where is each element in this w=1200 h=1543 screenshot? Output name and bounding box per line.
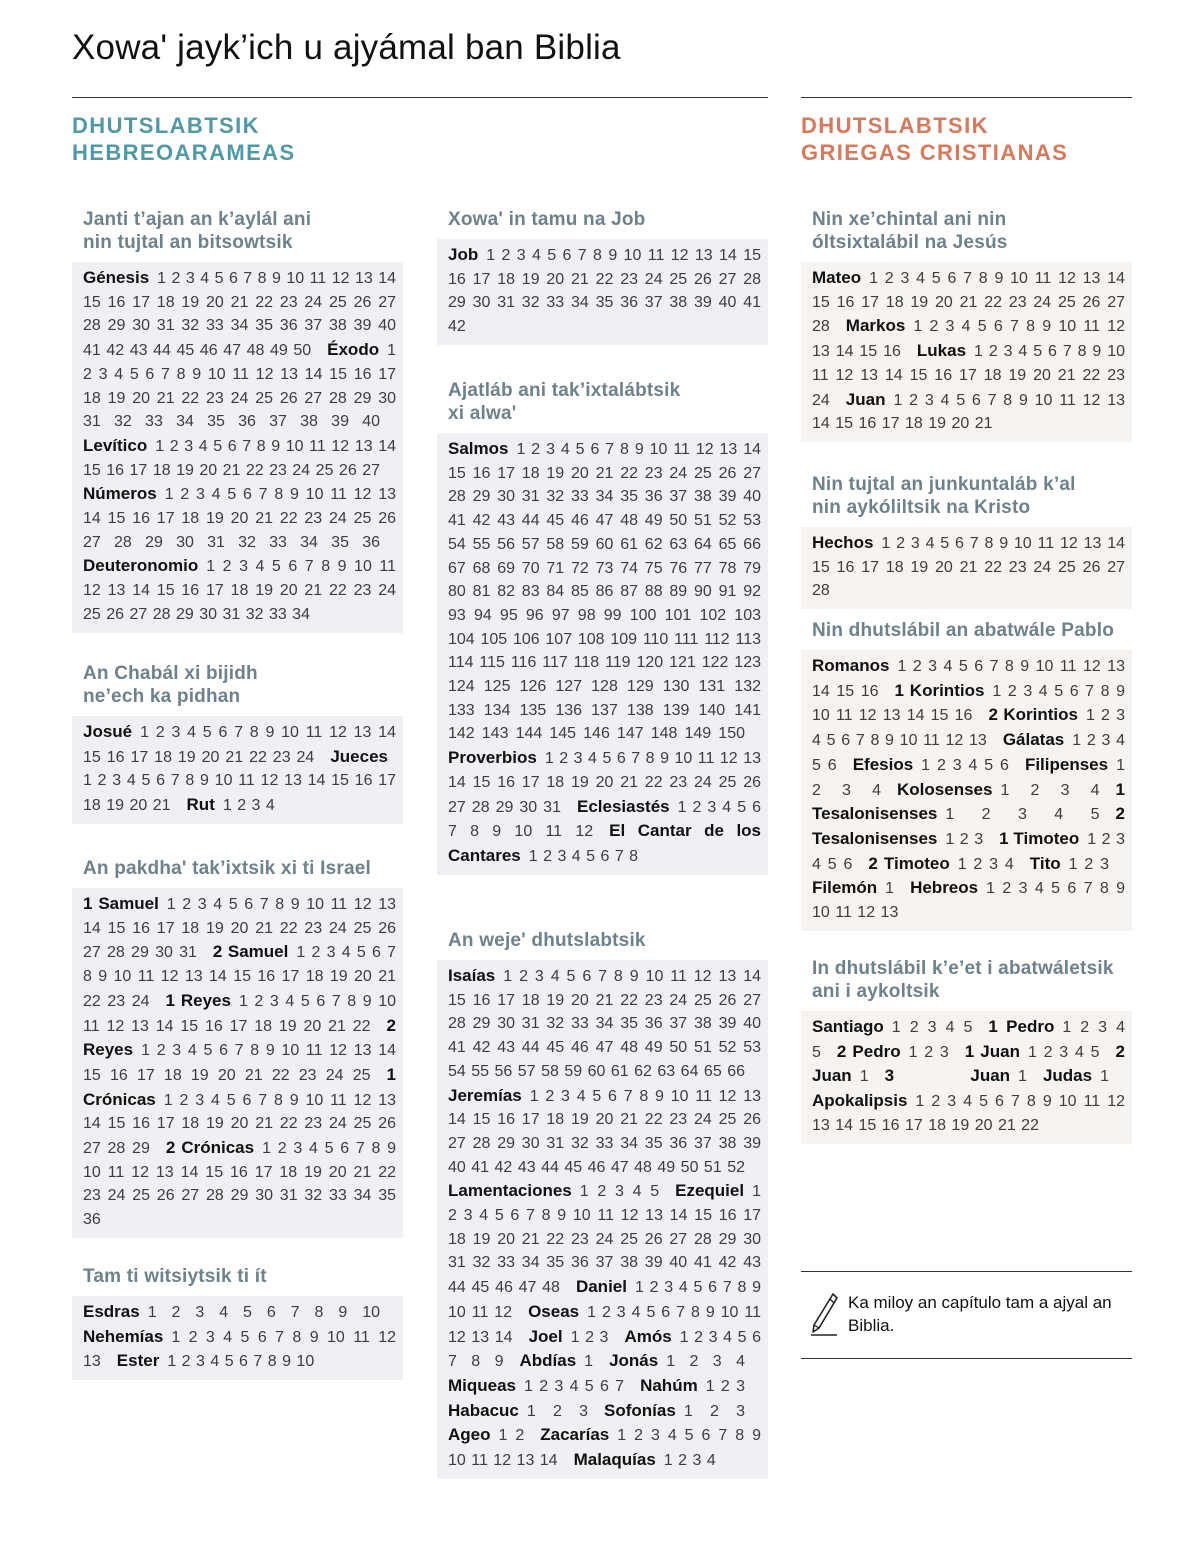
chapter-numbers: 1 2 3 4 5 6 7 8 9 10 11 12 13 <box>83 1328 396 1371</box>
book-proverbios: Proverbios <box>448 748 537 768</box>
book-1-tesalonisenses: 1 Tesalonisenses <box>812 779 1125 824</box>
section-title <box>72 1265 403 1288</box>
chapter-numbers: 1 2 3 4 5 6 7 8 9 10 11 12 13 14 <box>448 1427 761 1470</box>
section-title-line: nin tujtal an bitsowtsik <box>83 232 293 253</box>
book-rut: Rut <box>186 795 215 815</box>
book-hechos: Hechos <box>812 533 874 552</box>
chapter-numbers: 1 2 3 4 5 6 7 8 9 10 11 12 13 14 15 16 17 18 19 20 21 22 23 24 <box>83 724 396 766</box>
section-title-line: Nin dhutslábil an abatwále Pablo <box>812 620 1115 641</box>
chapter-numbers: 1 2 3 4 5 6 7 8 9 10 11 12 13 14 15 16 17 18 19 20 21 22 23 24 25 <box>83 1042 396 1084</box>
book-deuteronomio: Deuteronomio <box>83 556 199 576</box>
section-title-line: In dhutslábil k’e’et i abatwáletsik <box>812 958 1114 979</box>
book-section <box>437 208 768 345</box>
book-santiago: Santiago <box>812 1017 884 1036</box>
chapter-numbers: 1 2 3 4 5 6 7 8 9 10 11 12 13 14 15 16 17 18 19 20 21 22 23 24 <box>812 343 1125 409</box>
book-section <box>72 1265 403 1380</box>
chapter-numbers: 1 2 3 4 5 6 7 8 9 <box>448 1328 762 1371</box>
chapter-numbers: 1 <box>885 880 895 898</box>
greek-divider <box>801 97 1132 98</box>
section-title-line: Xowa' in tamu na Job <box>448 209 646 230</box>
chapter-numbers: 1 2 3 4 <box>666 1353 745 1371</box>
section-title <box>72 857 403 880</box>
section-title-line: Ajatláb ani tak’ixtalábtsik <box>448 380 681 401</box>
book-lukas: Lukas <box>916 341 967 361</box>
chapter-numbers: 1 2 3 4 5 6 7 8 9 10 11 12 13 14 15 16 17 18 19 20 21 22 23 24 25 26 27 28 <box>812 535 1125 600</box>
chapter-numbers: 1 2 3 4 5 6 7 8 9 10 11 12 13 14 15 16 17 18 19 20 21 22 23 24 25 26 27 28 29 30 31 32 33 34 35 36 37 38 39 40 41 42 <box>448 247 761 336</box>
chapter-numbers: 1 2 3 4 5 6 7 8 9 10 11 12 13 14 15 16 17 18 19 20 21 22 23 24 25 26 27 28 <box>812 270 1125 336</box>
chapter-numbers: 1 2 3 4 5 6 7 8 9 10 11 12 13 14 15 16 17 18 19 20 21 22 23 24 25 26 27 28 29 30 31 32 33 34 35 36 <box>83 486 396 551</box>
chapter-numbers: 1 2 3 4 5 6 7 8 9 10 11 12 13 14 15 16 17 18 19 20 21 22 23 24 25 26 27 <box>83 437 396 479</box>
chapter-numbers: 1 2 3 4 5 6 7 8 9 10 11 12 13 14 15 16 17 18 19 20 21 22 23 24 25 26 27 28 29 30 31 32 33 34 35 36 37 38 39 40 41 42 43 44 45 46 47 48 49 50 51 52 53 54 55 56 57 58 59 60 61 62 63 64 65 66 <box>448 968 761 1080</box>
hebrew-divider <box>72 97 768 98</box>
book-section <box>801 957 1132 1144</box>
book-2-timoteo: 2 Timoteo <box>868 853 950 873</box>
section-title <box>801 619 1132 642</box>
chapter-numbers: 1 2 3 4 5 6 7 8 9 10 11 12 13 14 15 16 17 18 19 20 21 22 23 24 25 26 27 28 29 30 31 <box>83 896 396 962</box>
chapter-numbers: 1 2 3 4 5 6 7 8 9 10 11 12 13 <box>812 707 1125 750</box>
chapter-numbers: 1 2 3 4 5 6 7 8 9 10 11 12 13 14 15 16 17 18 19 20 21 22 <box>812 1093 1125 1134</box>
section-title-line: xi alwa' <box>448 403 517 424</box>
chapter-numbers: 1 2 3 4 5 6 7 8 9 10 11 12 13 <box>812 880 1125 922</box>
chapter-numbers: 1 2 3 4 5 6 7 8 9 10 11 12 13 14 15 16 17 18 19 20 21 22 23 24 25 26 27 28 29 30 31 <box>448 750 761 816</box>
chapter-numbers: 1 2 3 <box>945 830 984 848</box>
chapter-numbers: 1 2 3 4 5 6 7 8 9 10 <box>167 1353 315 1371</box>
book-ester: Ester <box>116 1351 160 1371</box>
note-text: Ka miloy an capítulo tam a ajyal an Biblia. <box>848 1293 1112 1335</box>
chapter-numbers: 1 2 3 4 5 6 7 8 9 10 11 12 13 14 15 16 17 18 19 20 21 22 23 24 25 26 27 28 29 30 31 32 33 34 <box>83 558 396 623</box>
section-title <box>72 208 403 254</box>
book-judas: Judas <box>1042 1066 1093 1086</box>
chapter-numbers: 1 2 3 4 <box>957 855 1014 873</box>
chapter-numbers: 1 2 3 <box>683 1402 745 1420</box>
book-efesios: Efesios <box>852 754 914 774</box>
chapter-numbers: 1 2 3 4 5 <box>1027 1043 1100 1061</box>
book-miqueas: Miqueas <box>448 1375 517 1395</box>
book-section <box>801 208 1132 442</box>
chapter-list <box>72 716 403 824</box>
book-levitico: Levítico <box>83 435 148 455</box>
book-section <box>72 857 403 1238</box>
book-section <box>801 619 1132 931</box>
book-hebreos: Hebreos <box>910 878 979 898</box>
book-isaias: Isaías <box>448 966 496 985</box>
chapter-numbers: 1 2 3 4 <box>1000 781 1100 799</box>
book-zacarias: Zacarías <box>540 1425 610 1445</box>
chapter-numbers: 1 2 3 4 5 6 7 8 9 10 11 12 13 14 15 16 17 18 19 20 21 <box>812 391 1125 433</box>
chapter-numbers: 1 2 3 <box>705 1377 745 1395</box>
chapter-numbers: 1 2 3 4 <box>663 1452 716 1470</box>
chapter-numbers: 1 2 3 4 5 6 <box>812 830 1125 873</box>
book-1-juan: 1 Juan <box>964 1041 1020 1061</box>
section-title-line: Nin tujtal an junkuntaláb k’al <box>812 474 1076 495</box>
chapter-list <box>437 960 768 1479</box>
book-exodo: Éxodo <box>327 340 380 360</box>
book-mateo: Mateo <box>812 268 862 287</box>
section-title <box>801 473 1132 519</box>
section-title <box>437 929 768 952</box>
chapter-numbers: 1 2 3 4 <box>222 797 275 815</box>
book-amos: Amós <box>624 1326 672 1346</box>
book-ezequiel: Ezequiel <box>675 1181 745 1201</box>
chapter-list <box>437 239 768 345</box>
book-1-timoteo: 1 Timoteo <box>999 828 1080 848</box>
chapter-numbers: 1 2 3 4 5 6 7 8 9 10 11 12 13 14 15 16 17 18 19 20 21 22 23 24 <box>83 944 397 1010</box>
book-daniel: Daniel <box>575 1277 627 1297</box>
chapter-numbers: 1 2 3 4 5 6 7 8 9 10 11 12 13 14 15 16 17 18 19 20 21 22 23 24 25 26 27 28 29 30 31 32 33 34 35 36 37 38 39 40 41 42 43 44 45 46 47 48 <box>448 1183 761 1297</box>
greek-part-heading <box>801 112 1068 166</box>
book-1-samuel: 1 Samuel <box>83 894 159 913</box>
book-1-pedro: 1 Pedro <box>988 1017 1055 1036</box>
book-genesis: Génesis <box>83 268 150 287</box>
page-title: Xowa' jayk’ich u ajyámal ban Biblia <box>72 28 621 67</box>
hebrew-part-heading <box>72 112 296 166</box>
chapter-numbers: 1 2 3 4 5 6 7 8 9 10 11 12 13 14 15 16 <box>812 682 1125 725</box>
section-title <box>801 208 1132 254</box>
book-juan: Juan <box>845 389 886 409</box>
chapter-numbers: 1 2 3 <box>526 1402 589 1420</box>
chapter-numbers: 1 2 3 4 5 <box>579 1183 660 1201</box>
book-romanos: Romanos <box>812 656 890 675</box>
chapter-numbers: 1 2 3 4 5 6 7 8 9 10 11 12 13 14 15 16 <box>812 318 1125 361</box>
chapter-numbers: 1 2 3 4 5 6 7 8 9 10 11 12 13 14 15 16 17 18 19 20 21 22 <box>83 992 397 1035</box>
hebrew-heading-line1: DHUTSLABTSIK <box>72 113 260 138</box>
book-apokalipsis: Apokalipsis <box>812 1091 908 1111</box>
section-title-line: Janti t’ajan an k’aylál ani <box>83 209 312 230</box>
book-section <box>437 379 768 875</box>
section-title <box>801 957 1132 1003</box>
book-salmos: Salmos <box>448 439 509 458</box>
book-section <box>72 208 403 633</box>
section-title-line: An weje' dhutslabtsik <box>448 930 646 951</box>
book-jeremias: Jeremías <box>448 1085 522 1105</box>
section-title <box>437 379 768 425</box>
book-2-korintios: 2 Korintios <box>988 705 1078 725</box>
book-filemon: Filemón <box>812 878 878 898</box>
chapter-numbers: 1 2 3 4 5 <box>945 806 1100 824</box>
chapter-numbers: 1 2 3 4 5 6 7 8 9 10 11 12 13 14 15 16 17 18 19 20 21 22 23 24 25 26 27 28 29 30 31 32 33 34 35 36 37 38 39 40 41 42 43 44 45 46 47 48 49 50 51 52 53 54 55 56 57 58 59 60 61 62 63 64 65 66 67 68 69 70 71 72 73 74 75 76 77 78 79 80 81 82 83 84 85 86 87 88 89 90 91 92 93 94 95 96 97 98 99 100 101 102 103 104 105 106 107 108 109 110 111 112 113 114 115 116 117 118 119 120 121 122 123 124 125 126 127 128 129 130 131 132 133 134 135 136 137 138 139 140 141 142 143 144 145 146 147 148 149 150 <box>448 441 761 743</box>
chapter-list <box>437 433 768 875</box>
chapter-numbers: 1 2 3 4 5 6 <box>812 732 1125 774</box>
chapter-numbers: 1 2 3 4 5 6 7 8 9 10 11 12 13 14 15 16 <box>812 658 1125 700</box>
chapter-numbers: 1 2 3 4 5 6 7 8 9 10 11 12 13 14 15 16 17 18 19 20 21 22 23 24 25 26 27 28 29 <box>83 1091 396 1158</box>
book-josue: Josué <box>83 722 133 741</box>
book-1-cronicas: 1 Crónicas <box>83 1064 396 1109</box>
chapter-numbers: 1 2 3 <box>1068 855 1109 873</box>
chapter-list <box>801 650 1132 931</box>
book-jonas: Jonás <box>609 1351 659 1371</box>
book-el-cantar-de-los-cantares: El Cantar de los Cantares <box>448 821 762 865</box>
chapter-numbers: 1 2 3 4 5 6 7 8 9 10 11 12 <box>448 1279 761 1321</box>
chapter-list <box>801 1011 1132 1144</box>
chapter-numbers: 1 <box>1100 1068 1109 1086</box>
book-2-pedro: 2 Pedro <box>836 1041 901 1061</box>
chapter-numbers: 1 2 3 4 5 <box>891 1019 973 1036</box>
book-sofonias: Sofonías <box>604 1400 676 1420</box>
book-joel: Joel <box>528 1326 563 1346</box>
book-kolosenses: Kolosenses <box>897 779 993 799</box>
chapter-numbers: 1 2 3 4 5 6 7 8 9 10 11 12 13 14 15 16 17 18 19 20 21 22 23 24 25 26 27 28 29 30 31 32 33 34 35 36 37 38 39 40 41 42 43 44 45 46 47 48 49 50 51 52 <box>448 1087 761 1176</box>
book-tito: Tito <box>1029 853 1061 873</box>
chapter-numbers: 1 2 3 4 5 6 <box>921 756 1009 774</box>
chapter-numbers: 1 2 <box>498 1427 525 1445</box>
book-filipenses: Filipenses <box>1024 754 1109 774</box>
book-2-reyes: 2 Reyes <box>83 1015 396 1060</box>
book-1-korintios: 1 Korintios <box>894 680 985 700</box>
book-ageo: Ageo <box>448 1425 491 1445</box>
chapter-numbers: 1 2 3 4 5 6 7 8 9 10 11 12 13 14 15 16 17 18 19 20 21 22 23 24 25 26 27 28 29 30 31 32 33 34 35 36 <box>83 1140 396 1229</box>
section-title-line: nin aykóliltsik na Kristo <box>812 497 1031 518</box>
pencil-icon <box>809 1291 839 1337</box>
greek-heading-line2: GRIEGAS CRISTIANAS <box>801 140 1069 165</box>
section-title <box>72 662 403 708</box>
chapter-list <box>72 1296 403 1380</box>
chapter-numbers: 1 2 3 4 5 6 7 8 <box>528 847 639 865</box>
note-divider-top <box>801 1271 1132 1272</box>
chapter-numbers: 1 2 3 4 5 <box>812 1019 1125 1061</box>
chapter-numbers: 1 2 3 4 5 6 7 8 9 10 <box>147 1304 380 1321</box>
book-jueces: Jueces <box>330 746 388 766</box>
book-nahum: Nahúm <box>640 1375 698 1395</box>
book-esdras: Esdras <box>83 1302 140 1321</box>
book-habacuc: Habacuc <box>448 1400 519 1420</box>
book-malaquias: Malaquías <box>573 1450 656 1470</box>
book-abdias: Abdías <box>519 1351 577 1371</box>
chapter-numbers: 1 2 3 4 5 6 7 8 9 10 11 12 13 14 <box>448 1303 761 1346</box>
chapter-numbers: 1 <box>859 1068 869 1086</box>
chapter-list <box>801 262 1132 442</box>
book-1-reyes: 1 Reyes <box>165 990 231 1010</box>
book-2-samuel: 2 Samuel <box>212 942 289 962</box>
section-title <box>437 208 768 231</box>
section-title-line: ne’ech ka pidhan <box>83 686 241 707</box>
chapter-numbers: 1 2 3 4 5 6 7 8 9 10 11 12 13 14 15 16 17 18 19 20 21 <box>83 772 396 815</box>
hebrew-heading-line2: HEBREOARAMEAS <box>72 140 296 165</box>
section-title-line: óltsixtalábil na Jesús <box>812 232 1008 253</box>
section-title-line: Tam ti witsiytsik ti ít <box>83 1266 267 1287</box>
chapter-numbers: 1 2 3 4 5 6 7 <box>524 1377 625 1395</box>
chapter-numbers: 1 2 3 <box>570 1328 609 1346</box>
book-markos: Markos <box>845 316 906 336</box>
chapter-numbers: 1 2 3 <box>908 1043 949 1061</box>
book-section <box>72 662 403 824</box>
book-eclesiastes: Eclesiastés <box>576 796 670 816</box>
section-title-line: An Chabál xi bijidh <box>83 663 258 684</box>
greek-heading-line1: DHUTSLABTSIK <box>801 113 989 138</box>
chapter-numbers: 1 2 3 4 5 6 7 8 9 10 11 12 13 14 15 16 17 18 19 20 21 22 23 24 25 26 27 28 29 30 31 32 33 34 35 36 37 38 39 40 <box>83 342 396 431</box>
chapter-numbers: 1 <box>584 1353 594 1371</box>
book-numeros: Números <box>83 484 157 504</box>
book-job: Job <box>448 245 479 264</box>
book-2-tesalonisenses: 2 Tesalonisenses <box>812 804 1125 848</box>
book-2-juan: 2 Juan <box>812 1041 1125 1086</box>
chapter-numbers: 1 <box>1018 1068 1027 1086</box>
book-section <box>801 473 1132 609</box>
chapter-numbers: 1 2 3 4 5 6 7 8 9 10 11 12 <box>448 798 762 841</box>
book-galatas: Gálatas <box>1002 730 1065 750</box>
section-title-line: ani i aykoltsik <box>812 981 940 1002</box>
chapter-list <box>72 888 403 1238</box>
book-2-cronicas: 2 Crónicas <box>165 1138 255 1158</box>
chapter-numbers: 1 2 3 4 <box>812 756 1125 799</box>
chapter-numbers: 1 2 3 4 5 6 7 8 9 10 11 12 13 14 15 16 17 18 19 20 21 22 23 24 25 26 27 28 29 30 31 32 33 34 35 36 37 38 39 40 41 42 43 44 45 46 47 48 49 50 <box>83 270 396 360</box>
book-lamentaciones: Lamentaciones <box>448 1181 572 1201</box>
section-title-line: Nin xe’chintal ani nin <box>812 209 1007 230</box>
note-divider-bottom <box>801 1358 1132 1359</box>
book-section <box>437 929 768 1479</box>
chapter-list <box>72 262 403 633</box>
chapter-list <box>801 527 1132 609</box>
book-oseas: Oseas <box>528 1301 580 1321</box>
book-nehemias: Nehemías <box>83 1326 164 1346</box>
book-3-juan: 3 Juan <box>884 1066 1011 1086</box>
section-title-line: An pakdha' tak’ixtsik xi ti Israel <box>83 858 371 879</box>
